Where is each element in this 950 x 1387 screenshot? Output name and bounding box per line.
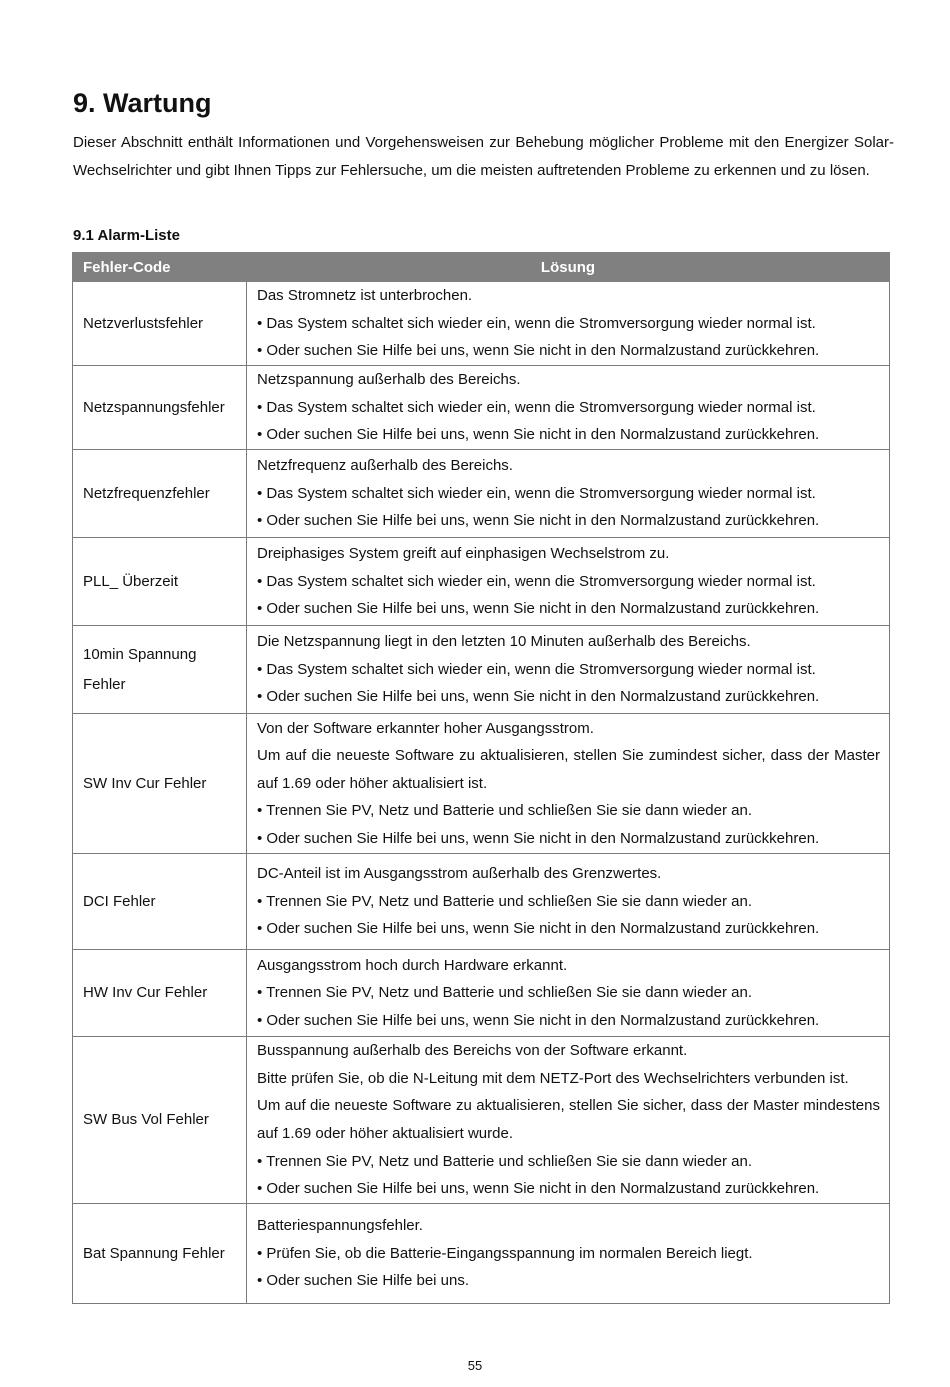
table-row xyxy=(73,282,890,366)
solution-line: • Oder suchen Sie Hilfe bei uns, wenn Sie nicht in den Normalzustand zurückkehren. xyxy=(257,920,820,938)
page-number: 55 xyxy=(467,1358,483,1373)
solution-line: • Oder suchen Sie Hilfe bei uns, wenn Sie nicht in den Normalzustand zurückkehren. xyxy=(257,829,820,847)
error-code-cell: DCI Fehler xyxy=(73,854,247,950)
table-row xyxy=(73,626,890,714)
error-code-cell: Netzspannungsfehler xyxy=(73,366,247,450)
solution-line: Busspannung außerhalb des Bereichs von der Software erkannt. xyxy=(257,1042,688,1060)
solution-line: • Das System schaltet sich wieder ein, wenn die Stromversorgung wieder normal ist. xyxy=(257,484,816,502)
solution-line: • Oder suchen Sie Hilfe bei uns, wenn Sie nicht in den Normalzustand zurückkehren. xyxy=(257,342,820,360)
solution-line: • Trennen Sie PV, Netz und Batterie und schließen Sie sie dann wieder an. xyxy=(257,892,752,910)
page-title: 9. Wartung xyxy=(73,88,212,118)
section-heading: 9.1 Alarm-Liste xyxy=(73,227,180,244)
solution-line: • Oder suchen Sie Hilfe bei uns, wenn Sie nicht in den Normalzustand zurückkehren. xyxy=(257,426,820,444)
solution-cell xyxy=(247,714,890,854)
solution-line: • Das System schaltet sich wieder ein, wenn die Stromversorgung wieder normal ist. xyxy=(257,398,816,416)
solution-line: Von der Software erkannter hoher Ausgangsstrom. xyxy=(257,719,594,737)
solution-line: • Oder suchen Sie Hilfe bei uns, wenn Sie nicht in den Normalzustand zurückkehren. xyxy=(257,688,820,706)
solution-line: • Das System schaltet sich wieder ein, wenn die Stromversorgung wieder normal ist. xyxy=(257,660,816,678)
solution-line: Netzspannung außerhalb des Bereichs. xyxy=(257,371,521,389)
error-code-cell: PLL_ Überzeit xyxy=(73,538,247,626)
solution-line: • Das System schaltet sich wieder ein, wenn die Stromversorgung wieder normal ist. xyxy=(257,572,816,590)
header-fehler-code: Fehler-Code xyxy=(73,253,247,282)
solution-cell xyxy=(247,1037,890,1204)
intro-paragraph: Dieser Abschnitt enthält Informationen und Vorgehensweisen zur Behebung möglicher Probleme mit den Energizer Solar-Wechselrichter und gibt Ihnen Tipps zur Fehlersuche, um die meisten auftretenden Probleme zu erkennen und zu lösen. xyxy=(73,134,894,179)
solution-cell xyxy=(247,950,890,1037)
error-code-cell: SW Inv Cur Fehler xyxy=(73,714,247,854)
solution-line: • Oder suchen Sie Hilfe bei uns. xyxy=(257,1272,470,1290)
solution-cell xyxy=(247,1204,890,1304)
alarm-table-body xyxy=(73,282,890,1304)
table-row xyxy=(73,1037,890,1204)
error-code-cell: Netzverlustsfehler xyxy=(73,282,247,366)
error-code-cell: Bat Spannung Fehler xyxy=(73,1204,247,1304)
table-row xyxy=(73,854,890,950)
solution-line: Um auf die neueste Software zu aktualisieren, stellen Sie zumindest sicher, dass der Master auf 1.69 oder höher aktualisiert ist. xyxy=(257,747,880,792)
solution-line: • Prüfen Sie, ob die Batterie-Eingangsspannung im normalen Bereich liegt. xyxy=(257,1244,753,1262)
table-header-row xyxy=(73,253,890,282)
solution-line: Ausgangsstrom hoch durch Hardware erkannt. xyxy=(257,956,568,974)
table-row xyxy=(73,714,890,854)
table-row xyxy=(73,366,890,450)
solution-line: Um auf die neueste Software zu aktualisieren, stellen Sie sicher, dass der Master mindestens auf 1.69 oder höher aktualisiert wurde. xyxy=(257,1097,880,1142)
solution-line: Netzfrequenz außerhalb des Bereichs. xyxy=(257,457,513,475)
table-row xyxy=(73,538,890,626)
solution-cell xyxy=(247,450,890,538)
solution-line: DC-Anteil ist im Ausgangsstrom außerhalb des Grenzwertes. xyxy=(257,865,662,883)
solution-line: Dreiphasiges System greift auf einphasigen Wechselstrom zu. xyxy=(257,545,670,563)
solution-line: Das Stromnetz ist unterbrochen. xyxy=(257,287,473,305)
table-row xyxy=(73,950,890,1037)
alarm-table xyxy=(72,252,890,1304)
table-row xyxy=(73,450,890,538)
table-row xyxy=(73,1204,890,1304)
solution-line: • Das System schaltet sich wieder ein, wenn die Stromversorgung wieder normal ist. xyxy=(257,314,816,332)
solution-line: Bitte prüfen Sie, ob die N-Leitung mit dem NETZ-Port des Wechselrichters verbunden ist. xyxy=(257,1069,849,1087)
solution-line: Die Netzspannung liegt in den letzten 10 Minuten außerhalb des Bereichs. xyxy=(257,633,751,651)
solution-line: • Oder suchen Sie Hilfe bei uns, wenn Sie nicht in den Normalzustand zurückkehren. xyxy=(257,1180,820,1198)
error-code-cell: SW Bus Vol Fehler xyxy=(73,1037,247,1204)
error-code-cell: Netzfrequenzfehler xyxy=(73,450,247,538)
solution-cell xyxy=(247,366,890,450)
solution-cell xyxy=(247,538,890,626)
error-code-cell: 10min Spannung Fehler xyxy=(73,626,247,714)
solution-cell xyxy=(247,282,890,366)
solution-line: • Trennen Sie PV, Netz und Batterie und schließen Sie sie dann wieder an. xyxy=(257,802,752,820)
solution-line: Batteriespannungsfehler. xyxy=(257,1217,423,1235)
error-code-cell: HW Inv Cur Fehler xyxy=(73,950,247,1037)
solution-cell xyxy=(247,626,890,714)
solution-line: • Oder suchen Sie Hilfe bei uns, wenn Sie nicht in den Normalzustand zurückkehren. xyxy=(257,512,820,530)
header-loesung: Lösung xyxy=(247,253,890,282)
solution-line: • Trennen Sie PV, Netz und Batterie und schließen Sie sie dann wieder an. xyxy=(257,1152,752,1170)
solution-line: • Oder suchen Sie Hilfe bei uns, wenn Sie nicht in den Normalzustand zurückkehren. xyxy=(257,1011,820,1029)
solution-cell xyxy=(247,854,890,950)
solution-line: • Oder suchen Sie Hilfe bei uns, wenn Sie nicht in den Normalzustand zurückkehren. xyxy=(257,600,820,618)
solution-line: • Trennen Sie PV, Netz und Batterie und schließen Sie sie dann wieder an. xyxy=(257,984,752,1002)
